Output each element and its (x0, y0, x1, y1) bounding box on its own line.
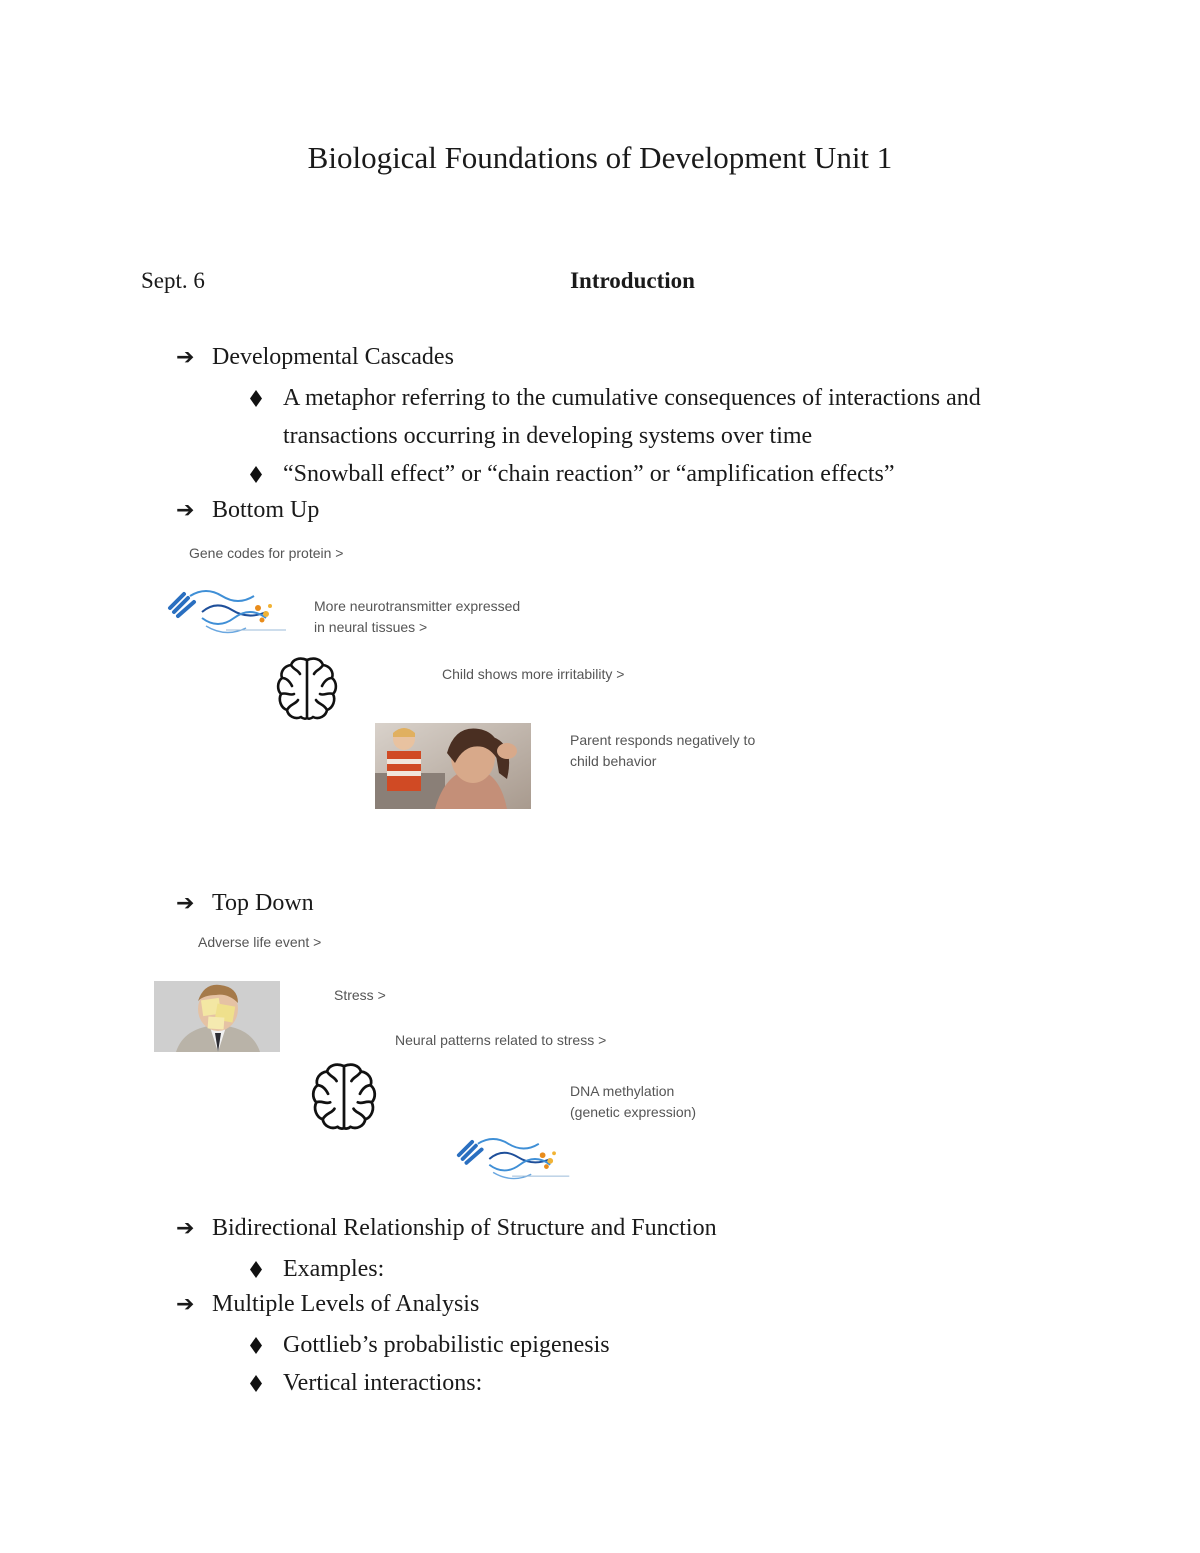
arrow-icon: ➔ (176, 1216, 195, 1241)
dna-chromosome-icon (455, 1134, 575, 1184)
arrow-icon: ➔ (176, 345, 195, 370)
caption-line: Parent responds negatively to (570, 732, 756, 748)
arrow-icon: ➔ (176, 891, 195, 916)
date-label: Sept. 6 (141, 268, 205, 293)
caption-adverse: Adverse life event > (198, 934, 322, 950)
list-item-label: Bottom Up (212, 497, 320, 523)
arrow-icon: ➔ (176, 1292, 195, 1317)
list-item-developmental-cascades (176, 344, 454, 371)
cascade-synonyms: “Snowball effect” or “chain reaction” or “amplification effects” (283, 461, 895, 487)
text-line: transactions occurring in developing systems over time (283, 423, 813, 449)
list-item-label: Developmental Cascades (212, 344, 454, 370)
diamond-bullet-icon (250, 1375, 262, 1392)
vertical-interactions-item: Vertical interactions: (283, 1370, 483, 1396)
gottlieb-item: Gottlieb’s probabilistic epigenesis (283, 1332, 610, 1358)
brain-icon (276, 656, 338, 722)
list-item-bottom-up (176, 497, 319, 524)
brain-icon (311, 1061, 377, 1133)
document-title: Biological Foundations of Development Unit 1 (307, 140, 893, 175)
caption-methylation (570, 1081, 696, 1123)
list-item-label: Multiple Levels of Analysis (212, 1291, 480, 1317)
caption-neurotransmitter (314, 596, 520, 638)
caption-line: More neurotransmitter expressed (314, 598, 521, 614)
diamond-bullet-icon (250, 1337, 262, 1354)
examples-label: Examples: (283, 1256, 385, 1282)
caption-neural: Neural patterns related to stress > (395, 1032, 607, 1048)
dna-chromosome-icon (166, 586, 292, 638)
cascade-definition (283, 379, 981, 455)
list-item-bidirectional (176, 1215, 717, 1242)
text-line: A metaphor referring to the cumulative consequences of interactions and (283, 385, 981, 411)
section-heading: Introduction (570, 268, 695, 293)
list-item-label: Bidirectional Relationship of Structure and Function (212, 1215, 717, 1241)
caption-line: (genetic expression) (570, 1104, 697, 1120)
parent-child-photo (375, 723, 531, 809)
arrow-icon: ➔ (176, 498, 195, 523)
caption-parent (570, 730, 755, 772)
caption-gene: Gene codes for protein > (189, 545, 344, 561)
caption-line: in neural tissues > (314, 619, 428, 635)
diamond-bullet-icon (250, 466, 262, 483)
diamond-bullet-icon (250, 1261, 262, 1278)
stressed-man-photo (154, 981, 280, 1052)
list-item-top-down (176, 890, 314, 917)
list-item-multiple-levels (176, 1291, 479, 1318)
caption-line: DNA methylation (570, 1083, 675, 1099)
caption-irritability: Child shows more irritability > (442, 666, 625, 682)
caption-stress: Stress > (334, 987, 386, 1003)
caption-line: child behavior (570, 753, 657, 769)
diamond-bullet-icon (250, 390, 262, 407)
list-item-label: Top Down (212, 890, 314, 916)
